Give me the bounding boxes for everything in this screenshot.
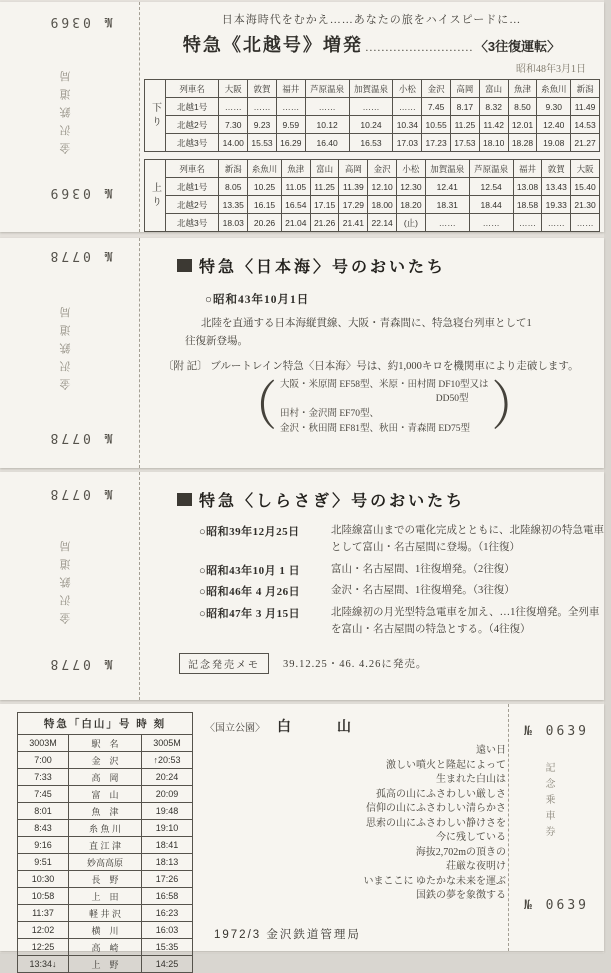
history-entry bbox=[199, 605, 604, 639]
ticket-hokuetsu bbox=[0, 2, 604, 232]
table-cell: 8:43 bbox=[18, 820, 69, 837]
table-cell: 12.30 bbox=[397, 178, 426, 196]
table-row bbox=[18, 871, 193, 888]
table-cell: 10.12 bbox=[305, 116, 349, 134]
table-cell: 14.00 bbox=[219, 134, 248, 152]
table-cell: 20:24 bbox=[142, 769, 193, 786]
ticket3-content bbox=[139, 472, 604, 700]
history-body: 北陸を直通する日本海縦貫線、大阪・青森間に、特急寝台列車として1往復新登場。 bbox=[185, 318, 532, 348]
table-cell: 金 沢 bbox=[69, 752, 142, 769]
table-cell: 8.17 bbox=[451, 98, 480, 116]
table-cell: 北越1号 bbox=[166, 98, 219, 116]
timetable-down bbox=[165, 79, 600, 152]
park-name: 白 山 bbox=[277, 720, 357, 735]
stub-serial-number: № 0778 bbox=[47, 656, 113, 671]
table-row bbox=[18, 752, 193, 769]
history-date: ○昭和46年 4 月26日 bbox=[199, 586, 301, 599]
table-cell: 10.25 bbox=[248, 178, 282, 196]
table-cell: 11.05 bbox=[281, 178, 310, 196]
issue-date: 昭和48年3月1日 bbox=[516, 64, 586, 75]
table-cell: 18.10 bbox=[479, 134, 508, 152]
ticket1-stub bbox=[0, 2, 139, 232]
history-entry bbox=[199, 583, 604, 600]
table-cell: 9.59 bbox=[276, 116, 305, 134]
table-cell: 18.58 bbox=[513, 196, 542, 214]
table-cell: 15.40 bbox=[571, 178, 600, 196]
table-cell: 7:45 bbox=[18, 786, 69, 803]
table-cell: 13.35 bbox=[219, 196, 248, 214]
history-entry bbox=[199, 562, 604, 579]
table-cell: 直 江 津 bbox=[69, 837, 142, 854]
locomotive-line: 金沢・秋田間 EF81型、秋田・青森間 ED75型 bbox=[280, 423, 471, 434]
column-header: 敦賀 bbox=[248, 80, 277, 98]
table-cell: …… bbox=[276, 98, 305, 116]
column-header: 福井 bbox=[276, 80, 305, 98]
table-cell: 12.40 bbox=[537, 116, 571, 134]
table-cell: 魚 津 bbox=[69, 803, 142, 820]
poem-line: 国鉄の夢を象徴する bbox=[416, 890, 506, 901]
column-header: 福井 bbox=[513, 160, 542, 178]
memo-row bbox=[179, 653, 604, 674]
table-cell: 高 岡 bbox=[69, 769, 142, 786]
table-cell: 11.25 bbox=[310, 178, 339, 196]
table-cell: 12:25 bbox=[18, 939, 69, 956]
table-cell: 16:03 bbox=[142, 922, 193, 939]
poem-line: 思索の山にふさわしい静けさを bbox=[366, 817, 506, 829]
table-cell: 北越2号 bbox=[166, 196, 219, 214]
table-row bbox=[18, 837, 193, 854]
column-header: 金沢 bbox=[368, 160, 397, 178]
history-date: ○昭和47年 3 月15日 bbox=[199, 608, 301, 621]
column-header: 金沢 bbox=[422, 80, 451, 98]
hakusan-poem bbox=[318, 744, 506, 904]
ticket2-content bbox=[139, 238, 604, 468]
table-cell: 17.29 bbox=[339, 196, 368, 214]
table-cell: …… bbox=[571, 214, 600, 232]
ticket3-stub bbox=[0, 472, 139, 700]
table-cell: 11.39 bbox=[339, 178, 368, 196]
table-cell: 10.34 bbox=[393, 116, 422, 134]
locomotive-line: 大阪・米原間 EF58型、米原・田村間 DF10型又は bbox=[280, 379, 489, 390]
park-label: 〈国立公園〉 bbox=[205, 723, 265, 734]
table-cell: 軽 井 沢 bbox=[69, 905, 142, 922]
table-cell: 11.25 bbox=[451, 116, 480, 134]
column-header: 糸魚川 bbox=[248, 160, 282, 178]
column-header: 列車名 bbox=[166, 160, 219, 178]
table-cell: 北越1号 bbox=[166, 178, 219, 196]
hakusan-timetable bbox=[17, 712, 193, 973]
table-cell: 16.53 bbox=[349, 134, 393, 152]
table-cell: 富 山 bbox=[69, 786, 142, 803]
table-row bbox=[18, 854, 193, 871]
title-suffix: 〈3往復運転〉 bbox=[474, 39, 561, 54]
table-cell: 19.08 bbox=[537, 134, 571, 152]
table-cell: 北越3号 bbox=[166, 134, 219, 152]
table-cell: …… bbox=[425, 214, 469, 232]
square-bullet-icon bbox=[177, 493, 192, 506]
table-row bbox=[18, 803, 193, 820]
poem-line: 孤高の山にふさわしい厳しさ bbox=[376, 788, 506, 800]
table-cell: 19.33 bbox=[542, 196, 571, 214]
table-cell: 18.28 bbox=[508, 134, 537, 152]
table-cell: 10:58 bbox=[18, 888, 69, 905]
column-header: 大阪 bbox=[571, 160, 600, 178]
table-cell: (止) bbox=[397, 214, 426, 232]
stub-serial-number: № 0778 bbox=[47, 486, 113, 501]
table-row bbox=[18, 888, 193, 905]
table-row bbox=[18, 939, 193, 956]
table-cell: 12:02 bbox=[18, 922, 69, 939]
table-cell: 12.54 bbox=[469, 178, 513, 196]
column-header: 芦原温泉 bbox=[305, 80, 349, 98]
table-cell: 16.40 bbox=[305, 134, 349, 152]
column-header: 列車名 bbox=[166, 80, 219, 98]
stub-serial-number: № 0778 bbox=[47, 248, 113, 263]
column-header: 加賀温泉 bbox=[425, 160, 469, 178]
table-row bbox=[166, 214, 600, 232]
column-header: 新潟 bbox=[571, 80, 600, 98]
column-header: 大阪 bbox=[219, 80, 248, 98]
table-cell: 8:01 bbox=[18, 803, 69, 820]
table-cell: 7:33 bbox=[18, 769, 69, 786]
stub-serial-number: № 0778 bbox=[47, 430, 113, 445]
page-title: 特急《北越号》増発 bbox=[182, 35, 363, 55]
table-cell: 17.53 bbox=[451, 134, 480, 152]
stub-office-vertical-text: 金沢鉄道局 bbox=[60, 300, 72, 390]
table-cell: 18.20 bbox=[397, 196, 426, 214]
table-cell: 7.30 bbox=[219, 116, 248, 134]
table-row bbox=[166, 98, 600, 116]
table-cell: 10.24 bbox=[349, 116, 393, 134]
table-header-row bbox=[18, 735, 193, 752]
timetable-down-wrap bbox=[144, 79, 600, 152]
ticket-nihonkai bbox=[0, 238, 604, 468]
table-cell: 14.53 bbox=[571, 116, 600, 134]
column-header: 3003M bbox=[18, 735, 69, 752]
table-cell: 21.26 bbox=[310, 214, 339, 232]
table-cell: 18.31 bbox=[425, 196, 469, 214]
column-header: 敦賀 bbox=[542, 160, 571, 178]
section-heading bbox=[177, 254, 604, 277]
history-entries bbox=[199, 523, 604, 639]
memo-label-box: 記念発売メモ bbox=[179, 653, 269, 674]
table-cell: 16.54 bbox=[281, 196, 310, 214]
table-cell: …… bbox=[305, 98, 349, 116]
table-cell: 13.08 bbox=[513, 178, 542, 196]
poem-line: 今に残している bbox=[436, 832, 506, 843]
table-row bbox=[18, 956, 193, 973]
table-cell: 北越2号 bbox=[166, 116, 219, 134]
table-row bbox=[18, 769, 193, 786]
table-cell: 13.43 bbox=[542, 178, 571, 196]
history-text: 富山・名古屋間、1往復増発。（2往復） bbox=[331, 563, 515, 575]
table-cell: …… bbox=[393, 98, 422, 116]
title-dot-leader: ……………………… bbox=[364, 40, 473, 54]
stub-office-vertical-text: 金沢鉄道局 bbox=[60, 64, 72, 154]
table-cell: …… bbox=[349, 98, 393, 116]
column-header: 高岡 bbox=[451, 80, 480, 98]
table-cell: 17.23 bbox=[422, 134, 451, 152]
history-date: ○昭和43年10月1日 bbox=[205, 294, 310, 306]
table-cell: …… bbox=[513, 214, 542, 232]
table-cell: 16.15 bbox=[248, 196, 282, 214]
table-cell: 19:48 bbox=[142, 803, 193, 820]
table-cell: 14:25 bbox=[142, 956, 193, 973]
table-cell: 15.53 bbox=[248, 134, 277, 152]
history-entry bbox=[199, 523, 604, 557]
locomotive-lines bbox=[277, 378, 491, 437]
locomotive-line: 田村・金沢間 EF70型、 bbox=[280, 409, 379, 420]
table-cell: 21.41 bbox=[339, 214, 368, 232]
table-cell: 7.45 bbox=[422, 98, 451, 116]
table-cell: 22.14 bbox=[368, 214, 397, 232]
table-title-row bbox=[18, 713, 193, 735]
table-cell: 16:23 bbox=[142, 905, 193, 922]
table-cell: 11:37 bbox=[18, 905, 69, 922]
column-header: 3005M bbox=[142, 735, 193, 752]
table-cell: 18.03 bbox=[219, 214, 248, 232]
table-cell: 12.10 bbox=[368, 178, 397, 196]
table-cell: 20:09 bbox=[142, 786, 193, 803]
table-row bbox=[18, 820, 193, 837]
column-header: 新潟 bbox=[219, 160, 248, 178]
table-cell: 北越3号 bbox=[166, 214, 219, 232]
table-row bbox=[166, 178, 600, 196]
table-cell: 13:34↓ bbox=[18, 956, 69, 973]
table-cell: 18:41 bbox=[142, 837, 193, 854]
table-row bbox=[166, 134, 600, 152]
table-cell: 7:00 bbox=[18, 752, 69, 769]
table-cell: 長 野 bbox=[69, 871, 142, 888]
history-date: ○昭和43年10月 1 日 bbox=[199, 564, 301, 577]
table-row bbox=[166, 116, 600, 134]
ticket4-stub bbox=[509, 704, 604, 951]
history-text: 北陸線初の月光型特急電車を加え、…1往復増発。全列車を富山・名古屋間の特急とする。（4往復） bbox=[331, 607, 600, 635]
issuer-credit: 1972/3 金沢鉄道管理局 bbox=[214, 929, 361, 941]
ticket2-stub bbox=[0, 238, 139, 468]
poem-line: いまここに ゆたかな未来を運ぶ bbox=[363, 875, 506, 887]
table-cell: 横 川 bbox=[69, 922, 142, 939]
stub-vertical-text: 記念乗車券 bbox=[543, 762, 554, 842]
timetable-up bbox=[165, 159, 600, 232]
table-cell: 9.23 bbox=[248, 116, 277, 134]
table-cell: 8.05 bbox=[219, 178, 248, 196]
poem-line: 荘厳な夜明け bbox=[446, 861, 506, 872]
memo-text: 39.12.25・46. 4.26に発売。 bbox=[283, 658, 428, 670]
table-cell: 9:51 bbox=[18, 854, 69, 871]
table-cell: 17.03 bbox=[393, 134, 422, 152]
direction-label-down: 下り bbox=[144, 79, 165, 152]
table-header-row bbox=[166, 80, 600, 98]
square-bullet-icon bbox=[177, 259, 192, 272]
timetable-up-wrap bbox=[144, 159, 600, 232]
poem-line: 遠い日 bbox=[476, 745, 506, 756]
direction-label-up: 上り bbox=[144, 159, 165, 232]
table-cell: …… bbox=[219, 98, 248, 116]
table-cell: 15:35 bbox=[142, 939, 193, 956]
table-cell: 16.29 bbox=[276, 134, 305, 152]
table-cell: 21.27 bbox=[571, 134, 600, 152]
table-cell: 21.30 bbox=[571, 196, 600, 214]
section-heading bbox=[177, 488, 604, 511]
locomotive-block bbox=[231, 378, 604, 437]
table-cell: 12.01 bbox=[508, 116, 537, 134]
table-cell: 18.44 bbox=[469, 196, 513, 214]
poem-line: 海抜2,702mの頂きの bbox=[415, 846, 506, 858]
poem-line: 生まれた白山は bbox=[436, 774, 506, 785]
column-header: 芦原温泉 bbox=[469, 160, 513, 178]
stub-serial-number: № 0639 bbox=[524, 724, 589, 739]
column-header: 富山 bbox=[479, 80, 508, 98]
locomotive-line: DD50型 bbox=[435, 394, 469, 405]
history-date: ○昭和39年12月25日 bbox=[199, 526, 300, 538]
table-cell: 21.04 bbox=[281, 214, 310, 232]
section-heading-label: 特急〈日本海〉号のおいたち bbox=[199, 259, 447, 276]
table-row bbox=[166, 196, 600, 214]
table-cell: 18.00 bbox=[368, 196, 397, 214]
column-header: 魚津 bbox=[281, 160, 310, 178]
column-header: 加賀温泉 bbox=[349, 80, 393, 98]
table-cell: 糸 魚 川 bbox=[69, 820, 142, 837]
ticket-hakusan bbox=[0, 704, 604, 970]
poem-line: 信仰の山にふさわしい清らかさ bbox=[366, 803, 506, 814]
park-heading bbox=[205, 716, 357, 736]
table-row bbox=[18, 922, 193, 939]
tagline: 日本海時代をむかえ……あなたの旅をハイスピードに… bbox=[221, 14, 522, 26]
table-cell: 上 田 bbox=[69, 888, 142, 905]
table-row bbox=[18, 786, 193, 803]
table-title: 特急「白山」号 時 刻 bbox=[18, 713, 193, 735]
table-header-row bbox=[166, 160, 600, 178]
history-text: 金沢・名古屋間、1往復増発。（3往復） bbox=[331, 585, 515, 597]
history-text: 北陸線富山までの電化完成とともに、北陸線初の特急電車として富山・名古屋間に登場。（1往復） bbox=[331, 525, 604, 553]
ticket1-content bbox=[139, 2, 604, 232]
title-row bbox=[139, 31, 604, 57]
table-cell: …… bbox=[469, 214, 513, 232]
table-cell: 妙高高原 bbox=[69, 854, 142, 871]
table-cell: 9:16 bbox=[18, 837, 69, 854]
column-header: 魚津 bbox=[508, 80, 537, 98]
column-header: 富山 bbox=[310, 160, 339, 178]
stub-office-vertical-text: 金沢鉄道局 bbox=[60, 534, 72, 624]
poem-line: 激しい噴火と隆起によって bbox=[386, 759, 506, 771]
column-header: 小松 bbox=[397, 160, 426, 178]
column-header: 糸魚川 bbox=[537, 80, 571, 98]
table-cell: 17:26 bbox=[142, 871, 193, 888]
ticket-shirasagi bbox=[0, 472, 604, 700]
column-header: 高岡 bbox=[339, 160, 368, 178]
section-heading-label: 特急〈しらさぎ〉号のおいたち bbox=[199, 493, 466, 510]
table-cell: 16:58 bbox=[142, 888, 193, 905]
table-cell: 9.30 bbox=[537, 98, 571, 116]
table-cell: 17.15 bbox=[310, 196, 339, 214]
table-cell: 高 崎 bbox=[69, 939, 142, 956]
column-header: 小松 bbox=[393, 80, 422, 98]
table-cell: 11.49 bbox=[571, 98, 600, 116]
table-cell: 8.50 bbox=[508, 98, 537, 116]
open-paren: （ bbox=[231, 377, 277, 436]
table-cell: 上 野 bbox=[69, 956, 142, 973]
close-paren: ） bbox=[491, 377, 538, 436]
appendix-note: 〔附 記〕 ブルートレイン特急〈日本海〉号は、約1,000キロを機関車により走破します。 bbox=[163, 360, 579, 372]
table-cell: 12.41 bbox=[425, 178, 469, 196]
table-cell: 10.55 bbox=[422, 116, 451, 134]
table-cell: 18:13 bbox=[142, 854, 193, 871]
stub-serial-number: № 0639 bbox=[524, 898, 589, 913]
stub-serial-number: № 0369 bbox=[47, 185, 113, 200]
table-cell: ↑20:53 bbox=[142, 752, 193, 769]
table-cell: 19:10 bbox=[142, 820, 193, 837]
stub-serial-number: № 0369 bbox=[47, 14, 113, 29]
table-cell: …… bbox=[542, 214, 571, 232]
table-cell: 20.26 bbox=[248, 214, 282, 232]
table-cell: 11.42 bbox=[479, 116, 508, 134]
table-cell: 8.32 bbox=[479, 98, 508, 116]
column-header: 駅 名 bbox=[69, 735, 142, 752]
table-row bbox=[18, 905, 193, 922]
table-cell: 10:30 bbox=[18, 871, 69, 888]
table-cell: …… bbox=[248, 98, 277, 116]
